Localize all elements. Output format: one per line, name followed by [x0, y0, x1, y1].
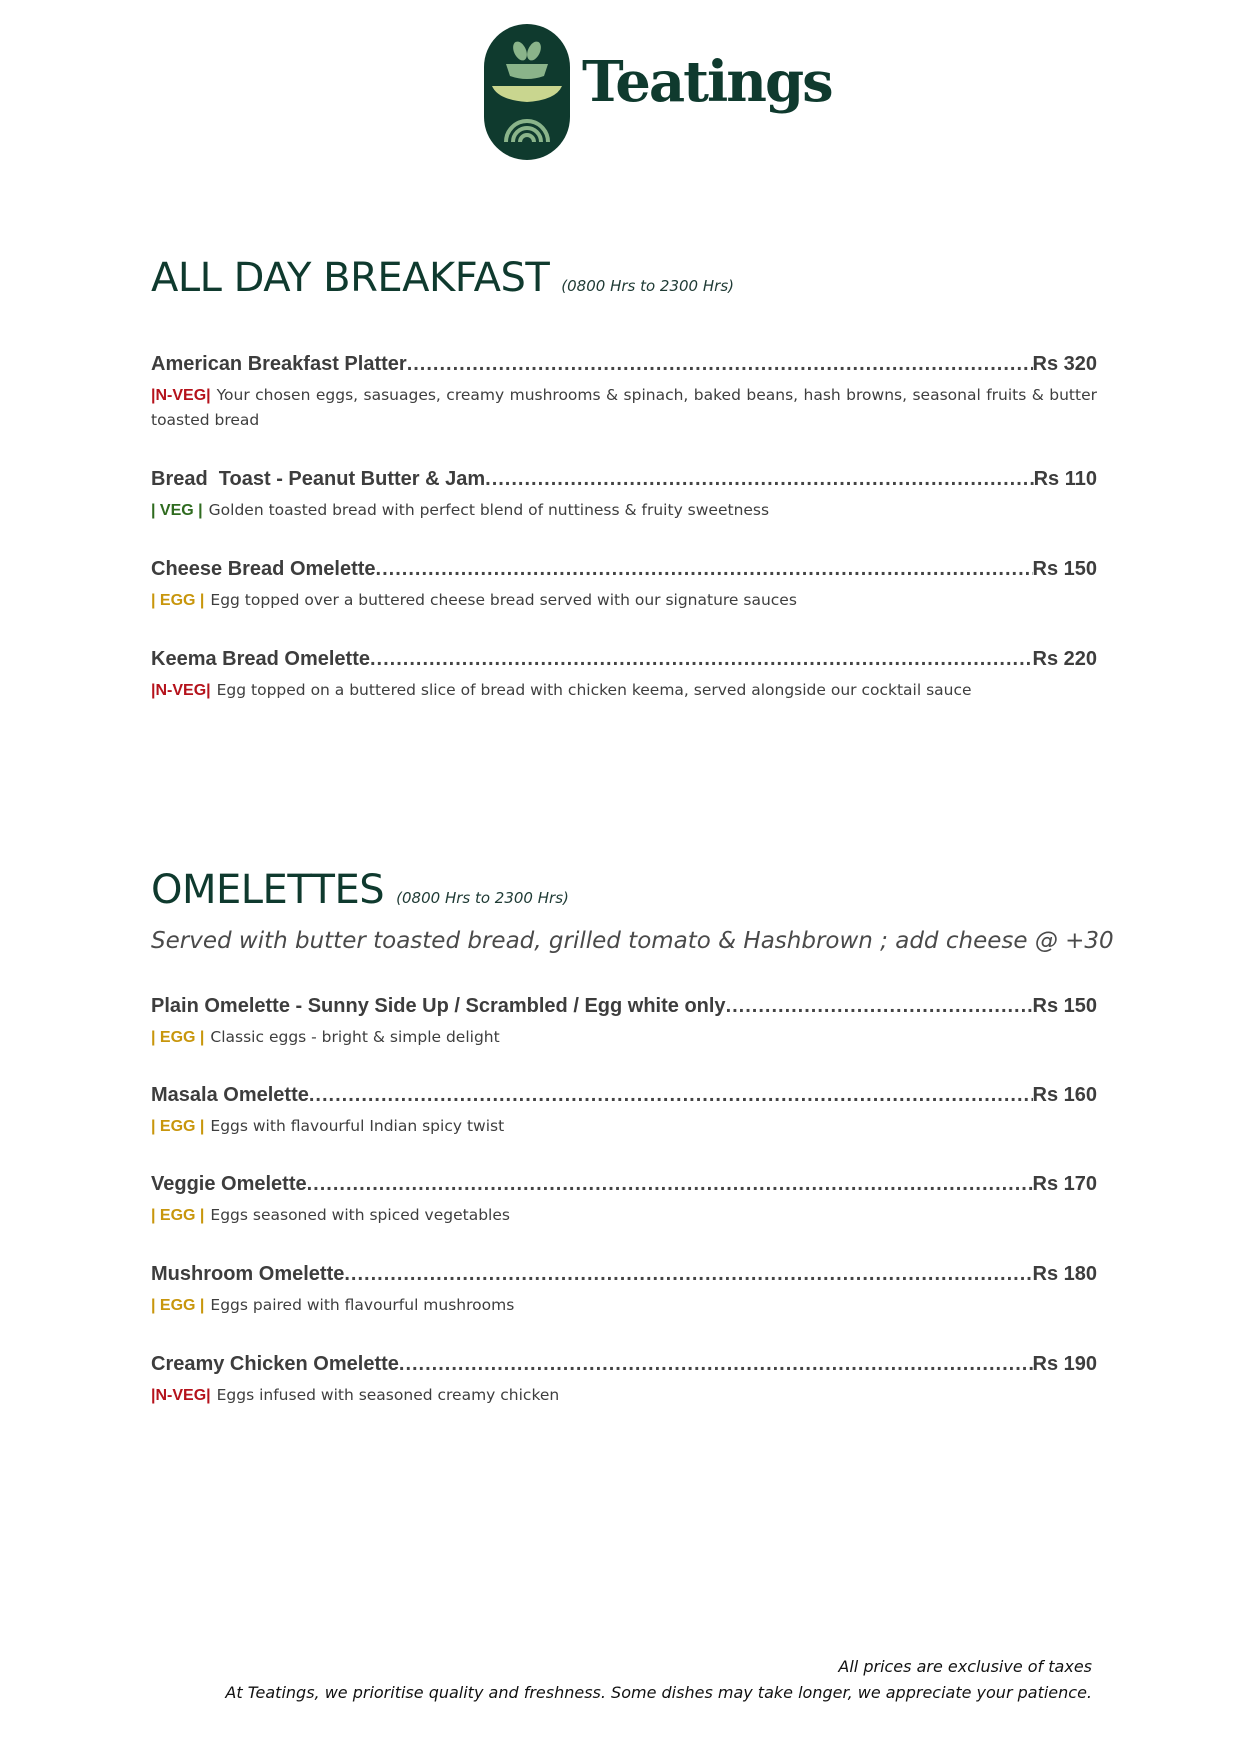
- dot-leader: [726, 995, 1033, 1018]
- quality-note: At Teatings, we prioritise quality and freshness. Some dishes may take longer, we appreciate your patience.: [225, 1683, 1092, 1702]
- item-description-text: Eggs infused with seasoned creamy chicken: [216, 1386, 560, 1404]
- item-description: [151, 1383, 1097, 1408]
- item-name: Bread Toast - Peanut Butter & Jam: [151, 468, 486, 490]
- item-description: [151, 498, 1097, 523]
- brand-wordmark: Teatings: [582, 49, 832, 115]
- diet-tag: | EGG |: [151, 592, 205, 609]
- item-price: Rs 220: [1032, 648, 1097, 670]
- item-description-text: Your chosen eggs, sasuages, creamy mushrooms & spinach, baked beans, hash browns, seasonal fruits & butter toasted bread: [151, 386, 1097, 429]
- item-price: Rs 150: [1032, 995, 1097, 1017]
- diet-tag: | EGG |: [151, 1207, 205, 1224]
- menu-item: [151, 1353, 1097, 1408]
- item-price: Rs 160: [1032, 1084, 1097, 1106]
- item-description-text: Egg topped on a buttered slice of bread with chicken keema, served alongside our cocktail sauce: [216, 681, 972, 699]
- dot-leader: [376, 558, 1033, 581]
- breakfast-section: [151, 255, 1097, 699]
- brand-logo: [484, 24, 832, 162]
- diet-tag: | EGG |: [151, 1297, 205, 1314]
- item-description: [151, 588, 1097, 613]
- dot-leader: [344, 1263, 1032, 1286]
- item-price: Rs 180: [1032, 1263, 1097, 1285]
- item-description: [151, 1114, 1097, 1139]
- dot-leader: [407, 353, 1033, 376]
- menu-item: [151, 1263, 1097, 1318]
- item-name: Keema Bread Omelette: [151, 648, 370, 670]
- item-description: [151, 1025, 1097, 1050]
- dot-leader: [370, 648, 1033, 671]
- item-name: Mushroom Omelette: [151, 1263, 345, 1285]
- section-hours: (0800 Hrs to 2300 Hrs): [561, 277, 734, 295]
- dot-leader: [399, 1353, 1033, 1376]
- item-description-text: Golden toasted bread with perfect blend of nuttiness & fruity sweetness: [208, 501, 770, 519]
- item-price: Rs 110: [1033, 468, 1097, 490]
- menu-item: [151, 558, 1097, 613]
- diet-tag: | EGG |: [151, 1029, 205, 1046]
- item-description: [151, 1293, 1097, 1318]
- item-description-text: Egg topped over a buttered cheese bread served with our signature sauces: [210, 591, 797, 609]
- item-description-text: Eggs with flavourful Indian spicy twist: [210, 1117, 505, 1135]
- item-name: Plain Omelette - Sunny Side Up / Scrambled / Egg white only: [151, 995, 726, 1017]
- diet-tag: |N-VEG|: [151, 1387, 211, 1404]
- item-description: [151, 1203, 1097, 1228]
- diet-tag: |N-VEG|: [151, 682, 211, 699]
- item-name: Creamy Chicken Omelette: [151, 1353, 399, 1375]
- item-name: Masala Omelette: [151, 1084, 309, 1106]
- item-description: [151, 678, 1097, 703]
- item-description-text: Eggs seasoned with spiced vegetables: [210, 1206, 510, 1224]
- item-description: [151, 383, 1097, 432]
- section-note: Served with butter toasted bread, grilled tomato & Hashbrown ; add cheese @ +30: [151, 928, 1114, 954]
- section-hours: (0800 Hrs to 2300 Hrs): [396, 889, 569, 907]
- menu-item: [151, 468, 1097, 523]
- section-title: OMELETTES: [151, 867, 385, 913]
- menu-item: [151, 1084, 1097, 1139]
- dot-leader: [485, 468, 1033, 491]
- item-price: Rs 170: [1032, 1173, 1097, 1195]
- omelettes-section: [151, 867, 1114, 1404]
- item-name: American Breakfast Platter: [151, 353, 407, 375]
- item-description-text: Eggs paired with flavourful mushrooms: [210, 1296, 515, 1314]
- menu-item: [151, 1173, 1097, 1228]
- omelettes-heading: [151, 867, 1097, 913]
- breakfast-heading: [151, 255, 1097, 301]
- diet-tag: | VEG |: [151, 502, 203, 519]
- item-name: Cheese Bread Omelette: [151, 558, 376, 580]
- dot-leader: [309, 1084, 1033, 1107]
- menu-item: [151, 995, 1097, 1050]
- item-name: Veggie Omelette: [151, 1173, 307, 1195]
- bowl-sprout-logo-icon: [484, 24, 570, 160]
- tax-note: All prices are exclusive of taxes: [838, 1657, 1092, 1676]
- item-price: Rs 190: [1032, 1353, 1097, 1375]
- footer-notes: [225, 1654, 1092, 1706]
- diet-tag: |N-VEG|: [151, 387, 211, 404]
- dot-leader: [307, 1173, 1033, 1196]
- menu-item: [151, 353, 1097, 432]
- diet-tag: | EGG |: [151, 1118, 205, 1135]
- item-price: Rs 150: [1032, 558, 1097, 580]
- menu-item: [151, 648, 1097, 703]
- item-description-text: Classic eggs - bright & simple delight: [210, 1028, 500, 1046]
- item-price: Rs 320: [1032, 353, 1097, 375]
- section-title: ALL DAY BREAKFAST: [151, 255, 550, 301]
